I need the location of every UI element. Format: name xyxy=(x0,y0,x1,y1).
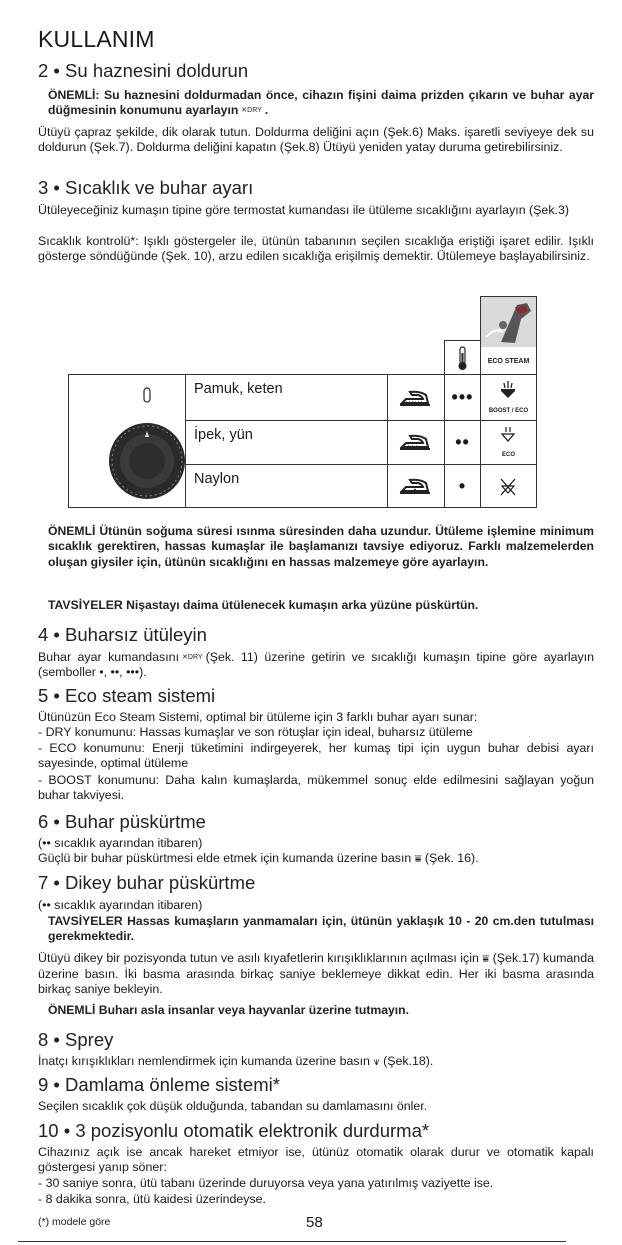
section-6-heading: 6 • Buhar püskürtme xyxy=(38,811,206,832)
boost-eco-label: BOOST / ECO xyxy=(488,408,529,414)
section-7-warning: ÖNEMLİ Buharı asla insanlar veya hayvanlar üzerine tutmayın. xyxy=(48,1003,410,1017)
eco-steam-label: ECO STEAM xyxy=(487,358,530,365)
temperature-dots-3: • xyxy=(444,464,481,508)
section-3-body-2: Sıcaklık kontrolü*: Işıklı göstergeler ile, ütünün tabanının seçilen sıcaklığa eriştiği işaret edilir. Işıklı gösterge söndüğünde (Şek. 10), arzu edilen sıcaklığa erişilmiş demektir. Ütülemeye başlayabilirsiniz. xyxy=(38,234,594,264)
fabric-row-cotton: Pamuk, keten xyxy=(185,374,388,421)
section-5-line-1: Ütünüzün Eco Steam Sistemi, optimal bir ütüleme için 3 farklı buhar ayarı sunar: xyxy=(38,710,478,724)
eco-steam-icon xyxy=(481,421,536,447)
eco-steam-iron-photo xyxy=(481,297,536,347)
iron-icon xyxy=(388,375,444,420)
iron-icon xyxy=(388,465,444,507)
cooling-note: ÖNEMLİ Ütünün soğuma süresi ısınma süresinden daha uzundur. Ütüleme işlemine minimum sıcaklık gerektiren, hassas kumaşlar ile başlamanızı tavsiye ediyoruz. Farklı malzemelerden oluşan giysiler için, ütünün sıcaklığını en hassas malzemeye göre ayarlayın. xyxy=(48,524,594,569)
bottom-divider xyxy=(18,1241,566,1242)
section-4-heading: 4 • Buharsız ütüleyin xyxy=(38,624,207,645)
section-7-tip: TAVSİYELER Hassas kumaşların yanmamaları için, ütünün yaklaşık 10 - 20 cm.den tutulması gerekmektedir. xyxy=(48,914,594,944)
section-3-heading: 3 • Sıcaklık ve buhar ayarı xyxy=(38,177,254,198)
temperature-dots-1: ••• xyxy=(444,374,481,421)
section-2-body: Ütüyü çapraz şekilde, dik olarak tutun. Doldurma deliğini açın (Şek.6) Maks. işaretli seviyeye dek su doldurun (Şek.7). Doldurma deliğini kapatın (Şek.8) Ütüyü yeniden yatay duruma getirebilirsiniz. xyxy=(38,125,594,155)
section-2-heading: 2 • Su haznesini doldurun xyxy=(38,60,249,81)
boost-steam-icon xyxy=(481,375,536,403)
page-number: 58 xyxy=(306,1214,323,1231)
eco-steam-header xyxy=(480,296,537,375)
thermometer-header xyxy=(444,340,481,375)
section-4-body: Buhar ayar kumandasını ✕DRY (Şek. 11) üzerine getirin ve sıcaklığı kumaşın tipine göre ayarlayın (semboller •, ••, •••). xyxy=(38,650,595,680)
section-7-line-1: (•• sıcaklık ayarından itibaren) xyxy=(38,898,203,912)
section-5-heading: 5 • Eco steam sistemi xyxy=(38,685,216,706)
page-title: KULLANIM xyxy=(38,26,155,52)
settings-table xyxy=(68,296,537,508)
footnote: (*) modele göre xyxy=(38,1216,111,1228)
section-5-line-2: - DRY konumunu: Hassas kumaşlar ve son rötuşlar için ideal, buharsız ütüleme xyxy=(38,725,473,739)
section-9-heading: 9 • Damlama önleme sistemi* xyxy=(38,1074,280,1095)
section-6-line-1: (•• sıcaklık ayarından itibaren) xyxy=(38,836,203,850)
section-7-heading: 7 • Dikey buhar püskürtme xyxy=(38,872,256,893)
section-10-line-3: - 8 dakika sonra, ütü kaidesi üzerindeyse. xyxy=(38,1192,266,1206)
section-5-line-4: - BOOST konumunu: Daha kalın kumaşlarda, mükemmel sonuç elde edilmesini sağlayan yoğun buhar takviyesi. xyxy=(38,773,594,803)
section-6-line-2: Güçlü bir buhar püskürtmesi elde etmek için kumanda üzerine basın ⩸ (Şek. 16). xyxy=(38,851,479,865)
section-8-heading: 8 • Sprey xyxy=(38,1029,114,1050)
iron-icon-cell-3 xyxy=(387,464,445,508)
dry-no-steam-icon xyxy=(481,465,536,507)
fabric-row-nylon: Naylon xyxy=(185,464,388,508)
thermometer-icon xyxy=(445,341,480,374)
eco-label: ECO xyxy=(501,452,515,458)
steam-shot-icon: ⩸ xyxy=(482,953,490,965)
section-10-line-1: Cihazınız açık ise ancak hareket etmiyor ise, ütünüz otomatik olarak durur ve otomatik kapalı göstergesi yanıp söner: xyxy=(38,1145,594,1175)
starch-tip: TAVSİYELER Nişastayı daima ütülenecek kumaşın arka yüzüne püskürtün. xyxy=(48,598,479,612)
section-10-heading: 10 • 3 pozisyonlu otomatik elektronik durdurma* xyxy=(38,1120,430,1141)
section-7-body: Ütüyü dikey bir pozisyonda tutun ve asılı kıyafetlerin kırışıklıklarının açılması için ⩸ (Şek.17) kumanda üzerine basın. İki basma arasında birkaç saniye beklemeye dikkat edin. Her iki basma arasında birkaç saniye bekleyin. xyxy=(38,951,594,997)
iron-icon xyxy=(388,421,444,464)
section-2-note: ÖNEMLİ: Su haznesini doldurmadan önce, cihazın fişini daima prizden çıkarın ve buhar ayar düğmesinin konumunu ayarlayın ✕DRY . xyxy=(48,88,594,118)
section-3-body-1: Ütüleyeceğiniz kumaşın tipine göre termostat kumandası ile ütüleme sıcaklığını ayarlayın (Şek.3) xyxy=(38,203,569,217)
steam-shot-icon: ⩸ xyxy=(414,853,422,865)
dry-symbol-icon: ✕DRY xyxy=(241,107,262,115)
section-10-line-2: - 30 saniye sonra, ütü tabanı üzerinde duruyorsa veya yana yatırılmış vaziyette ise. xyxy=(38,1176,494,1190)
section-9-body: Seçilen sıcaklık çok düşük olduğunda, tabandan su damlamasını önler. xyxy=(38,1099,428,1113)
steam-setting-cell-1 xyxy=(480,374,537,421)
dry-symbol-icon: ✕DRY xyxy=(182,654,203,662)
spray-icon: ⩛ xyxy=(373,1056,380,1068)
fabric-row-silk: İpek, yün xyxy=(185,420,388,465)
temperature-dial-icon xyxy=(69,375,185,507)
steam-setting-cell-2 xyxy=(480,420,537,465)
temperature-dots-2: •• xyxy=(444,420,481,465)
temperature-dial-cell xyxy=(68,374,186,508)
steam-setting-cell-3 xyxy=(480,464,537,508)
section-5-line-3: - ECO konumunu: Enerji tüketimini indirgeyerek, her kumaş tipi için uygun buhar debisi ayarı sayesinde, optimal ütüleme xyxy=(38,741,594,771)
iron-icon-cell-2 xyxy=(387,420,445,465)
iron-icon-cell-1 xyxy=(387,374,445,421)
section-8-body: İnatçı kırışıklıkları nemlendirmek için kumanda üzerine basın ⩛ (Şek.18). xyxy=(38,1054,434,1068)
